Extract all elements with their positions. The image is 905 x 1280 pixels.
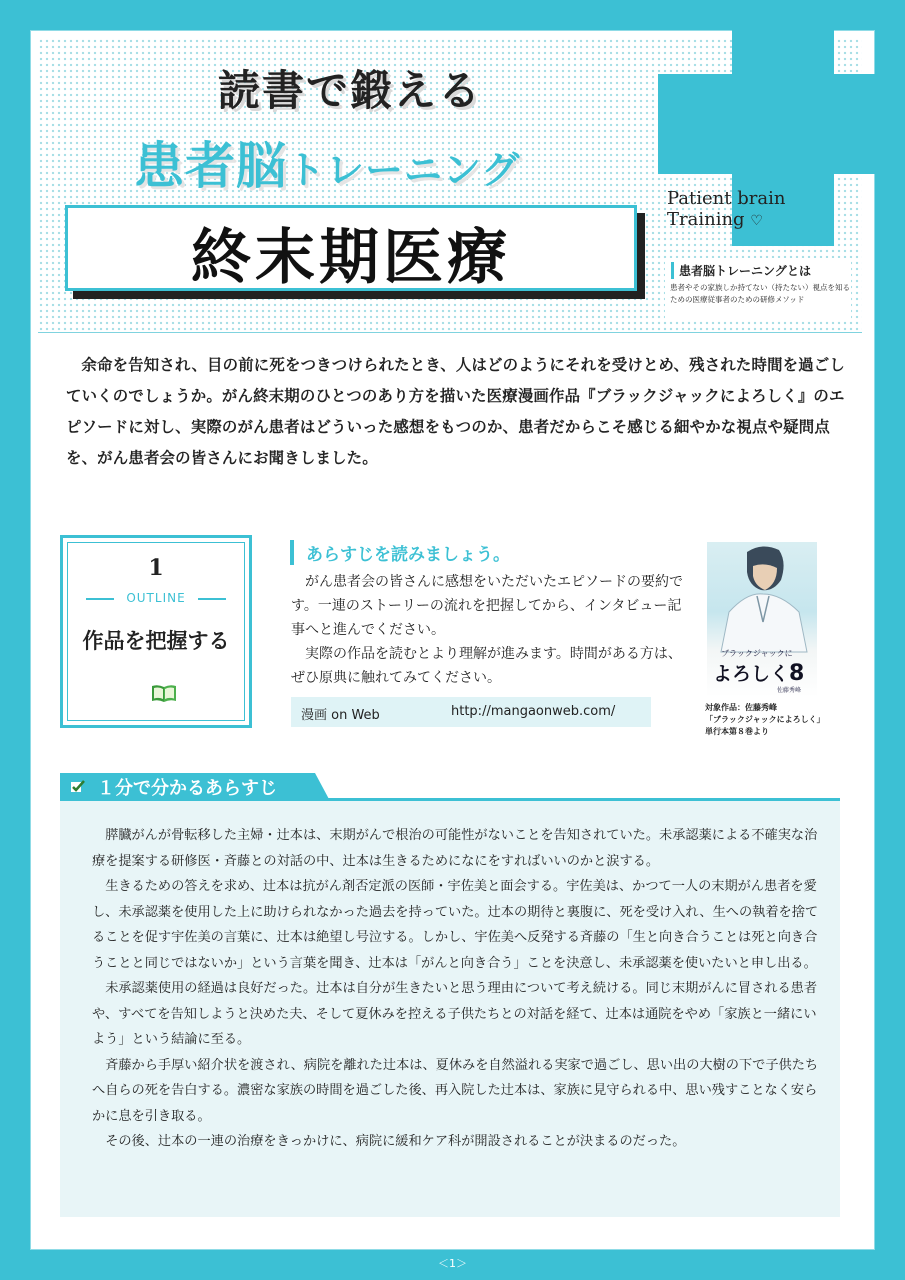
about-box xyxy=(665,258,851,320)
english-title-line2: Training xyxy=(667,209,745,230)
book-icon xyxy=(150,683,178,703)
cover-volume: 8 xyxy=(789,661,805,686)
outline-box xyxy=(60,535,252,728)
subtitle-big: 患者脳 xyxy=(134,137,287,195)
summary-paragraph-1: 膵臓がんが骨転移した主婦・辻本は、末期がんで根治の可能性がないことを告知されていた。未承認薬による不確実な治療を提案する研修医・斉藤との対話の中、辻本は生きるためになにをすればいいのかと涙する。 xyxy=(92,828,818,869)
about-description: 患者やその家族しか持てない（持たない）視点を知るための医療従事者のための研修メソッド xyxy=(670,283,850,304)
main-title-box xyxy=(65,205,637,291)
book-cover-image xyxy=(707,542,817,697)
cover-caption xyxy=(705,702,855,738)
manga-link-url[interactable]: http://mangaonweb.com/ xyxy=(451,704,616,719)
english-title xyxy=(667,188,785,232)
page-title: 終末期医療 xyxy=(191,223,511,293)
cover-illustration xyxy=(707,542,817,697)
outline-title: 作品を把握する xyxy=(82,629,230,653)
summary-paragraph-3: 未承認薬使用の経過は良好だった。辻本は自分が生きたいと思う理由について考え続ける。同じ末期がんに冒される患者や、すべてを告知しようと決めた夫、そして夏休みを控える子供たちとの対話を経て、辻本は通院をやめ「家族と一緒にいよう」という結論に至る。 xyxy=(92,981,818,1047)
manga-link-bar[interactable] xyxy=(291,697,651,727)
synopsis-body xyxy=(291,570,686,690)
synopsis-paragraph-2: 実際の作品を読むとより理解が進みます。時間がある方は、ぜひ原典に触れてみてください。 xyxy=(291,646,682,686)
cover-series-big: よろしく xyxy=(713,663,790,685)
english-title-line1: Patient brain xyxy=(667,188,786,209)
medical-cross-horizontal xyxy=(658,74,905,174)
summary-paragraph-2: 生きるための答えを求め、辻本は抗がん剤否定派の医師・宇佐美と面会する。宇佐美は、かつて一人の末期がん患者を愛し、未承認薬を使用した上に助けられなかった過去を持っていた。辻本の期待と裏腹に、死を受け入れ、生への執着を捨てることを促す宇佐美の言葉に、辻本は絶望し号泣する。しかし、宇佐美へ反発する斉藤の「生と向き合うことは死と向き合うことと同じではないか」という言葉を聞き、辻本は「がんと向き合う」ことを決意し、未承認薬を使いたいと申し出る。 xyxy=(92,879,819,971)
summary-paragraph-5: その後、辻本の一連の治療をきっかけに、病院に緩和ケア科が開設されることが決まるのだった。 xyxy=(105,1134,686,1149)
summary-title: １分で分かるあらすじ xyxy=(97,778,277,799)
series-title: 読書で鍛える xyxy=(218,66,483,115)
about-title: 患者脳トレーニングとは xyxy=(671,262,811,279)
heart-icon: ♡ xyxy=(750,213,763,229)
header-divider xyxy=(38,332,862,333)
cover-series-small: ブラックジャックに xyxy=(721,649,793,658)
synopsis-heading: あらすじを読みましょう。 xyxy=(290,540,510,565)
outline-number: 1 xyxy=(148,555,164,581)
synopsis-paragraph-1: がん患者会の皆さんに感想をいただいたエピソードの要約です。一連のストーリーの流れを把握してから、インタビュー記事へと進んでください。 xyxy=(291,574,683,638)
cover-caption-line1: 対象作品：佐藤秀峰 xyxy=(705,703,777,712)
cover-caption-line2: 「ブラックジャックによろしく」 xyxy=(705,715,825,724)
page-number: ＜1＞ xyxy=(438,1257,467,1270)
summary-body xyxy=(92,823,822,1155)
outline-label: OUTLINE xyxy=(86,591,226,605)
lead-paragraph: 余命を告知され、目の前に死をつきつけられたとき、人はどのようにそれを受けとめ、残された時間を過ごしていくのでしょうか。がん終末期のひとつのあり方を描いた医療漫画作品『ブラックジャックによろしく』のエピソードに対し、実際のがん患者はどういった感想をもつのか、患者だからこそ感じる細やかな視点や疑問点を、がん患者会の皆さんにお聞きしました。 xyxy=(66,356,846,467)
subtitle-small: トレーニング xyxy=(287,148,521,192)
manga-link-label: 漫画 on Web xyxy=(301,708,380,723)
outline-inner-border xyxy=(67,542,245,721)
summary-paragraph-4: 斉藤から手厚い紹介状を渡され、病院を離れた辻本は、夏休みを自然溢れる実家で過ごし、思い出の大樹の下で子供たちへ自らの死を告白する。濃密な家族の時間を過ごした後、再入院した辻本は、家族に見守られる中、思い残すことなく安らかに息を引き取る。 xyxy=(92,1057,819,1124)
cover-author: 佐藤秀峰 xyxy=(777,687,802,694)
check-icon xyxy=(70,780,86,794)
cover-caption-line3: 単行本第８巻より xyxy=(705,727,769,736)
series-subtitle xyxy=(134,126,520,198)
